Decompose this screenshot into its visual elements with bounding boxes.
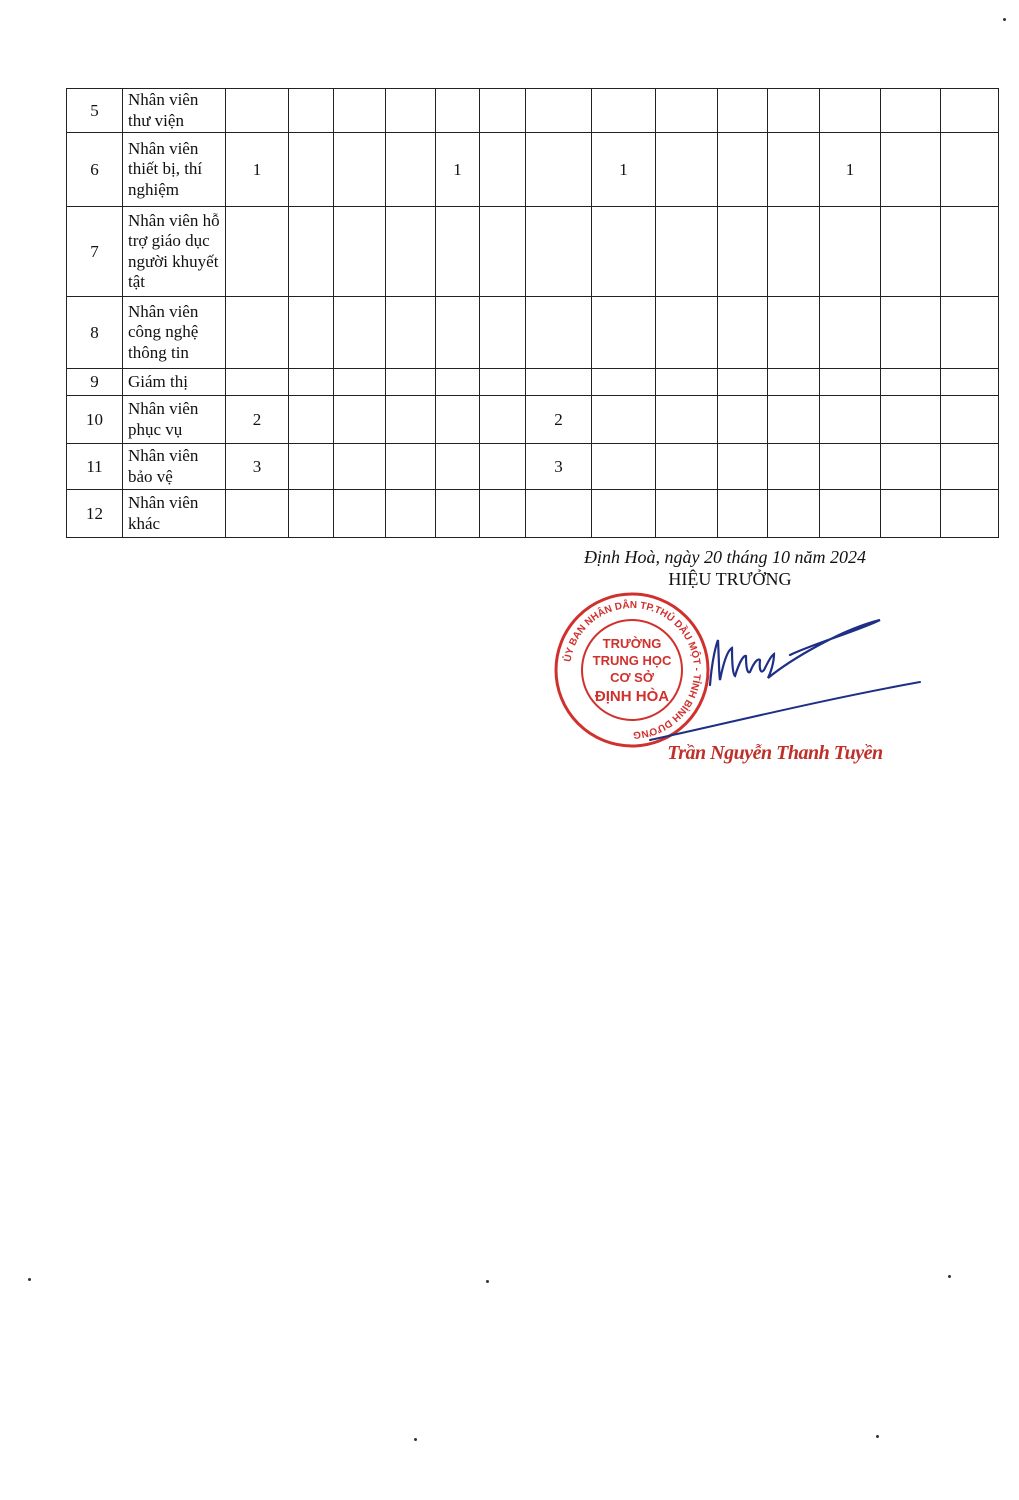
count-cell — [592, 396, 656, 444]
row-number: 11 — [67, 444, 123, 490]
count-cell — [289, 396, 334, 444]
position-name: Nhân viên phục vụ — [123, 396, 226, 444]
count-cell — [820, 89, 881, 133]
count-cell — [480, 396, 526, 444]
table-row — [67, 297, 999, 369]
count-cell — [334, 207, 386, 297]
count-cell — [526, 133, 592, 207]
table-row — [67, 133, 999, 207]
count-cell: 1 — [436, 133, 480, 207]
count-cell — [592, 369, 656, 396]
count-cell — [768, 89, 820, 133]
scan-speck — [948, 1275, 951, 1278]
count-cell — [881, 396, 941, 444]
count-cell — [718, 89, 768, 133]
count-cell — [436, 369, 480, 396]
count-cell — [592, 297, 656, 369]
count-cell — [718, 490, 768, 538]
count-cell — [289, 133, 334, 207]
position-name: Nhân viên công nghệ thông tin — [123, 297, 226, 369]
position-name: Nhân viên thiết bị, thí nghiệm — [123, 133, 226, 207]
row-number: 8 — [67, 297, 123, 369]
table-row — [67, 89, 999, 133]
count-cell — [386, 490, 436, 538]
seal-line-4: ĐỊNH HÒA — [594, 688, 670, 705]
count-cell — [768, 133, 820, 207]
count-cell — [436, 89, 480, 133]
position-name: Nhân viên hỗ trợ giáo dục người khuyết tật — [123, 207, 226, 297]
count-cell — [526, 89, 592, 133]
signer-title: HIỆU TRƯỞNG — [668, 569, 792, 589]
count-cell — [820, 297, 881, 369]
count-cell — [334, 444, 386, 490]
count-cell — [656, 89, 718, 133]
count-cell — [480, 444, 526, 490]
scan-speck — [876, 1435, 879, 1438]
count-cell — [656, 207, 718, 297]
count-cell — [820, 207, 881, 297]
count-cell — [386, 89, 436, 133]
count-cell — [334, 369, 386, 396]
count-cell: 2 — [226, 396, 289, 444]
scan-speck — [486, 1280, 489, 1283]
row-number: 10 — [67, 396, 123, 444]
count-cell — [881, 444, 941, 490]
signer-name: Trần Nguyễn Thanh Tuyền — [667, 742, 883, 764]
seal-line-3: CƠ SỞ — [610, 670, 654, 685]
count-cell — [526, 297, 592, 369]
count-cell — [289, 444, 334, 490]
count-cell — [480, 207, 526, 297]
count-cell — [881, 207, 941, 297]
count-cell — [334, 297, 386, 369]
position-name: Giám thị — [123, 369, 226, 396]
count-cell — [656, 444, 718, 490]
count-cell — [768, 297, 820, 369]
count-cell — [289, 369, 334, 396]
count-cell — [226, 490, 289, 538]
seal-ring-text: ỦY BAN NHÂN DÂN TP.THỦ DẦU MỘT - TỈNH BÌNH DƯƠNG — [562, 599, 703, 741]
count-cell — [526, 207, 592, 297]
count-cell — [768, 490, 820, 538]
count-cell — [881, 369, 941, 396]
row-number: 7 — [67, 207, 123, 297]
count-cell — [718, 444, 768, 490]
date-line: Định Hoà, ngày 20 tháng 10 năm 2024 — [584, 547, 866, 567]
count-cell: 2 — [526, 396, 592, 444]
handwritten-signature — [640, 600, 930, 750]
count-cell — [592, 207, 656, 297]
count-cell — [386, 396, 436, 444]
count-cell — [436, 207, 480, 297]
count-cell — [820, 444, 881, 490]
count-cell — [718, 297, 768, 369]
count-cell — [768, 444, 820, 490]
count-cell — [941, 133, 999, 207]
count-cell: 3 — [526, 444, 592, 490]
count-cell — [592, 444, 656, 490]
staff-table-body — [67, 89, 999, 538]
count-cell — [526, 369, 592, 396]
count-cell: 1 — [820, 133, 881, 207]
count-cell — [941, 490, 999, 538]
count-cell — [386, 369, 436, 396]
count-cell — [289, 89, 334, 133]
count-cell — [656, 133, 718, 207]
count-cell — [386, 444, 436, 490]
count-cell — [436, 297, 480, 369]
count-cell — [718, 396, 768, 444]
count-cell — [526, 490, 592, 538]
count-cell — [941, 207, 999, 297]
count-cell — [334, 396, 386, 444]
count-cell — [768, 396, 820, 444]
count-cell — [941, 89, 999, 133]
count-cell — [941, 396, 999, 444]
count-cell — [881, 133, 941, 207]
count-cell — [768, 207, 820, 297]
scan-speck — [1003, 18, 1006, 21]
count-cell — [718, 369, 768, 396]
count-cell — [881, 490, 941, 538]
count-cell — [941, 297, 999, 369]
position-name: Nhân viên thư viện — [123, 89, 226, 133]
count-cell: 3 — [226, 444, 289, 490]
count-cell — [941, 369, 999, 396]
count-cell — [289, 207, 334, 297]
count-cell — [436, 396, 480, 444]
count-cell — [656, 396, 718, 444]
row-number: 6 — [67, 133, 123, 207]
count-cell — [820, 369, 881, 396]
table-row — [67, 396, 999, 444]
count-cell — [226, 89, 289, 133]
row-number: 12 — [67, 490, 123, 538]
table-row — [67, 207, 999, 297]
count-cell — [226, 207, 289, 297]
row-number: 5 — [67, 89, 123, 133]
count-cell — [386, 207, 436, 297]
count-cell — [480, 89, 526, 133]
count-cell — [820, 396, 881, 444]
count-cell — [656, 369, 718, 396]
count-cell — [718, 133, 768, 207]
count-cell — [480, 369, 526, 396]
count-cell — [941, 444, 999, 490]
staff-table — [66, 88, 999, 538]
table-row — [67, 444, 999, 490]
count-cell — [592, 89, 656, 133]
position-name: Nhân viên khác — [123, 490, 226, 538]
count-cell — [289, 297, 334, 369]
count-cell — [480, 490, 526, 538]
seal-line-1: TRƯỜNG — [602, 636, 662, 651]
table-row — [67, 490, 999, 538]
count-cell — [881, 297, 941, 369]
count-cell — [436, 490, 480, 538]
count-cell — [386, 133, 436, 207]
count-cell — [480, 133, 526, 207]
count-cell — [334, 490, 386, 538]
count-cell — [334, 133, 386, 207]
count-cell — [656, 297, 718, 369]
count-cell — [718, 207, 768, 297]
count-cell — [656, 490, 718, 538]
scan-speck — [414, 1438, 417, 1441]
seal-line-2: TRUNG HỌC — [592, 653, 672, 668]
count-cell — [881, 89, 941, 133]
count-cell — [226, 369, 289, 396]
count-cell — [386, 297, 436, 369]
scan-speck — [28, 1278, 31, 1281]
count-cell — [289, 490, 334, 538]
table-row — [67, 369, 999, 396]
position-name: Nhân viên bảo vệ — [123, 444, 226, 490]
count-cell — [334, 89, 386, 133]
count-cell — [436, 444, 480, 490]
count-cell — [820, 490, 881, 538]
row-number: 9 — [67, 369, 123, 396]
count-cell: 1 — [226, 133, 289, 207]
count-cell — [592, 490, 656, 538]
count-cell — [768, 369, 820, 396]
count-cell — [480, 297, 526, 369]
count-cell: 1 — [592, 133, 656, 207]
count-cell — [226, 297, 289, 369]
